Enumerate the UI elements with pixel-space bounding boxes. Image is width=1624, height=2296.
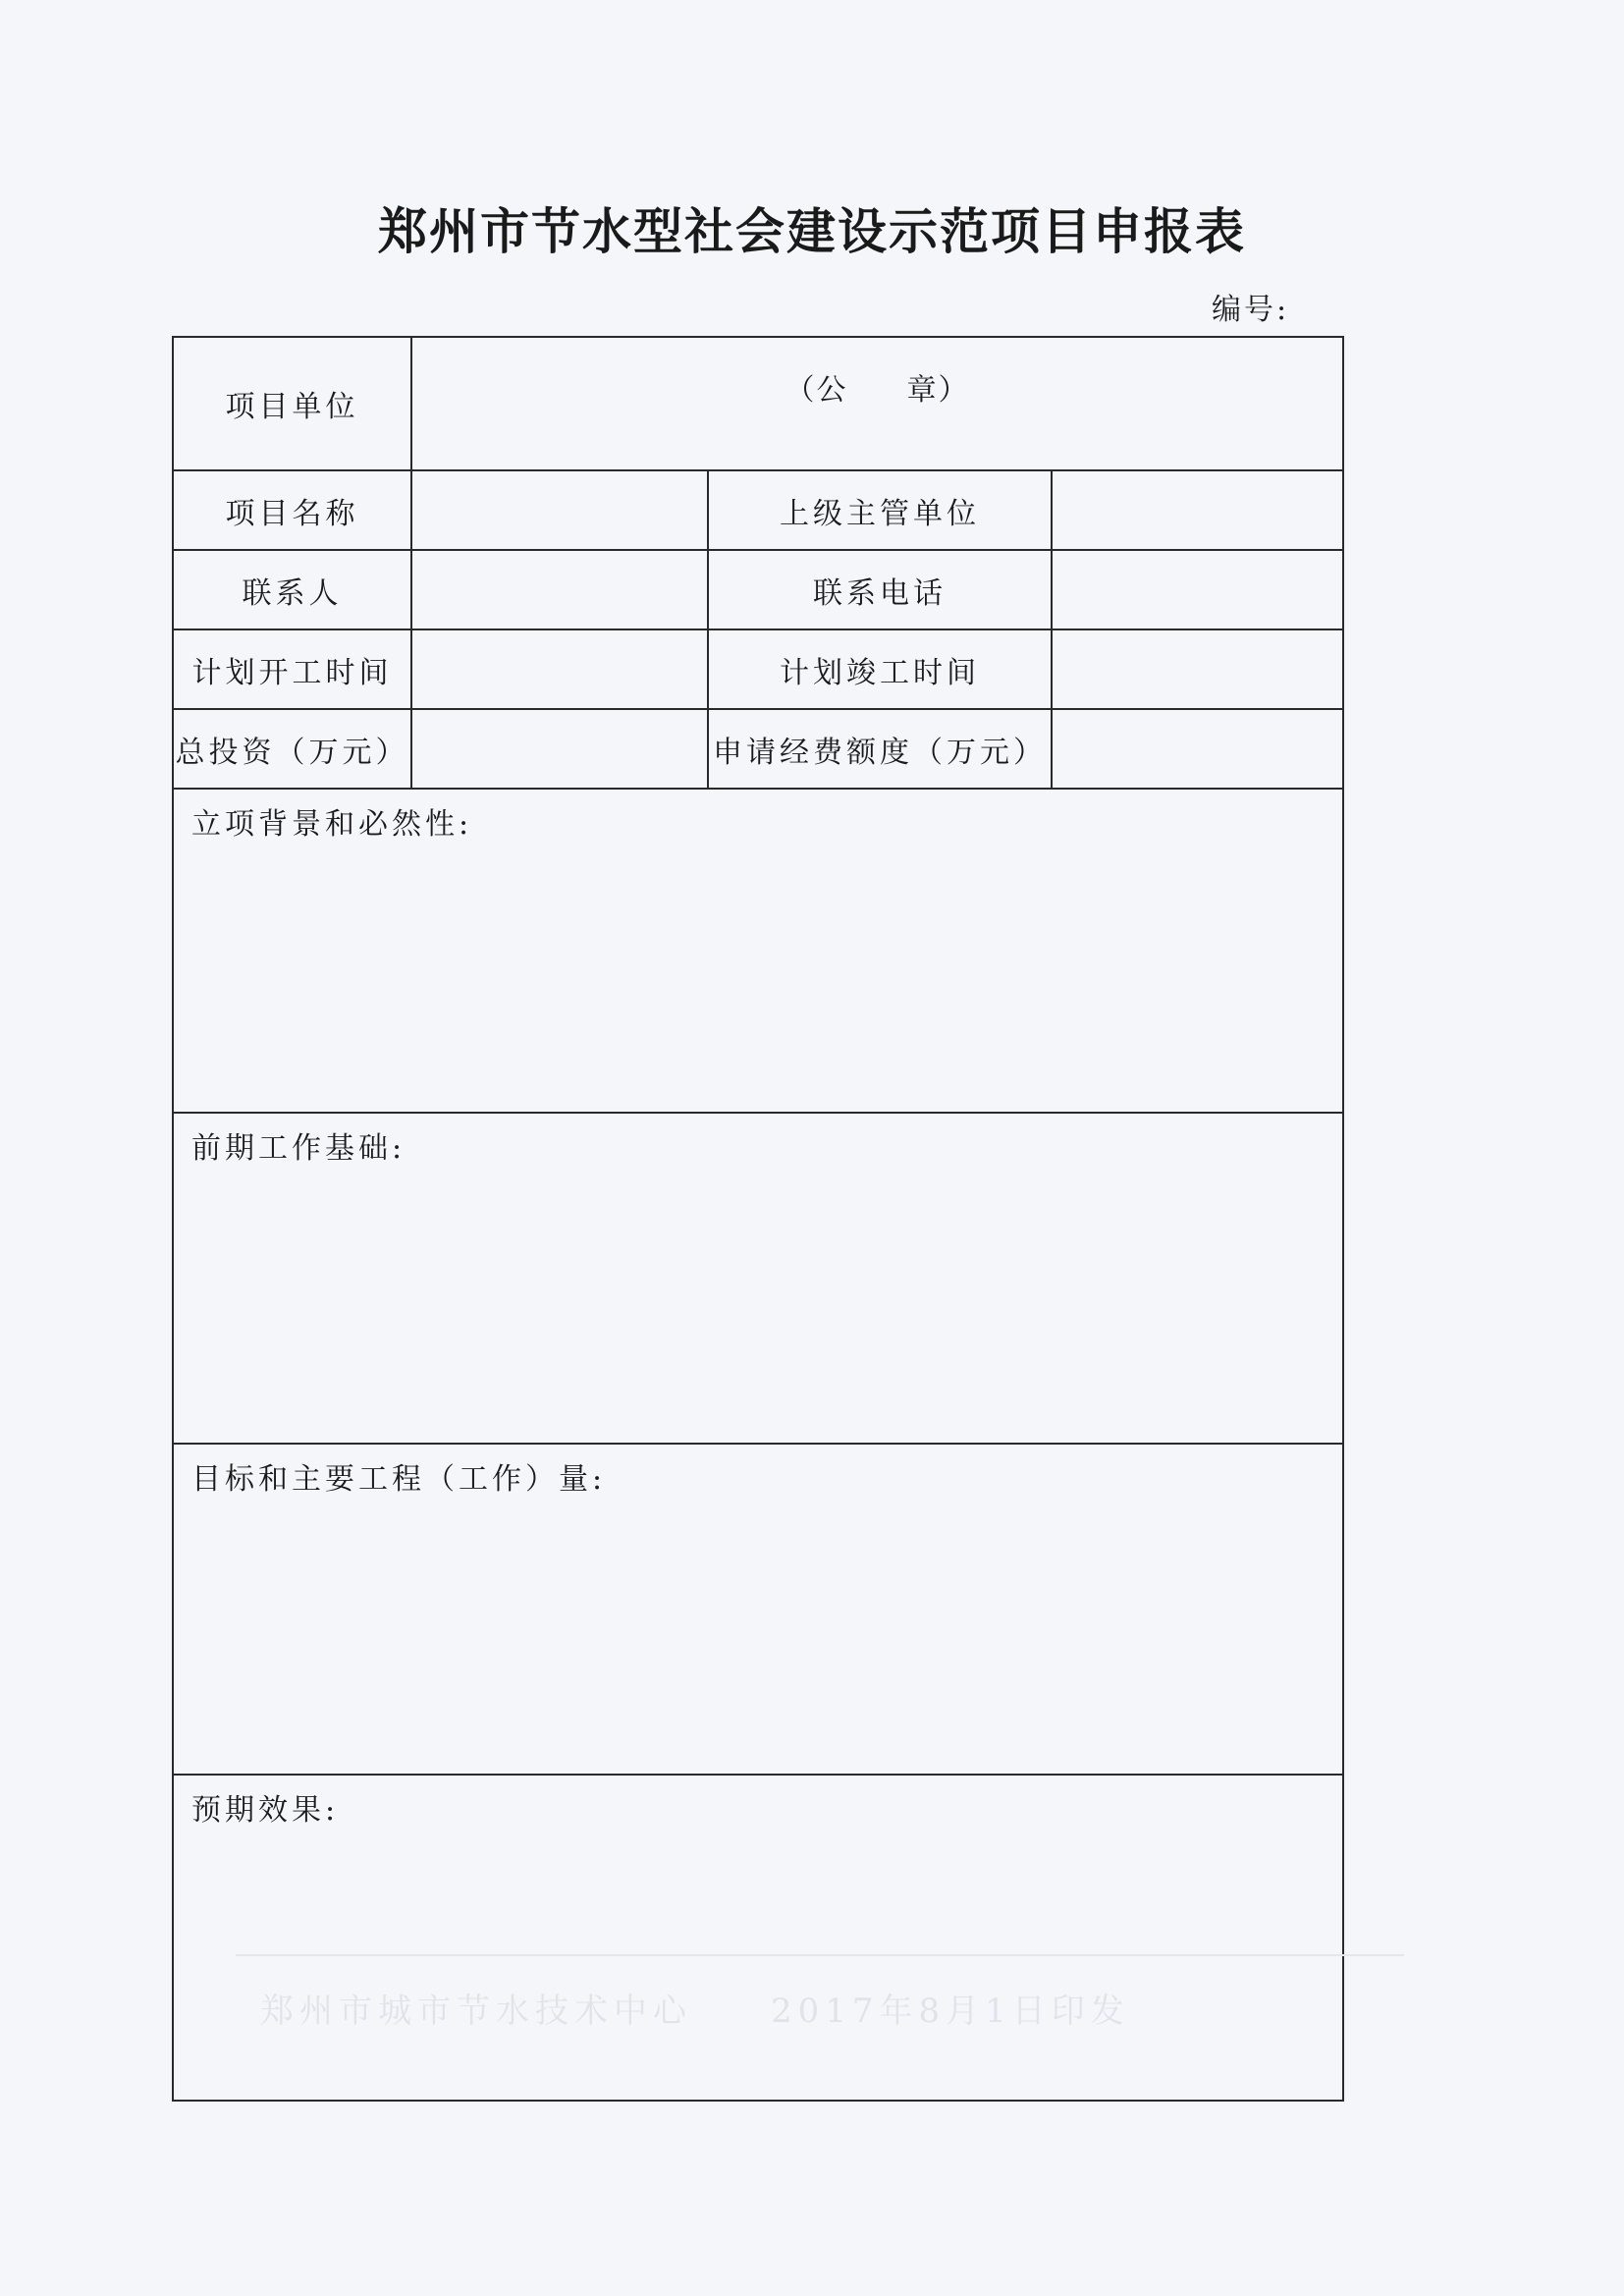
form-title: 郑州市节水型社会建设示范项目申报表	[378, 202, 1246, 260]
background-section[interactable]	[173, 789, 1343, 1113]
project-name-label: 项目名称	[173, 470, 411, 550]
goals-section[interactable]	[173, 1444, 1343, 1775]
project-name-field[interactable]	[411, 470, 708, 550]
total-investment-label: 总投资（万元）	[173, 709, 411, 789]
planned-start-label: 计划开工时间	[173, 629, 411, 709]
requested-funding-field[interactable]	[1052, 709, 1343, 789]
row-project-unit	[173, 337, 1343, 470]
contact-phone-label: 联系电话	[708, 550, 1052, 629]
seal-open-text: （公	[785, 373, 848, 408]
project-unit-label: 项目单位	[173, 337, 411, 470]
foundation-section[interactable]	[173, 1113, 1343, 1444]
row-contact	[173, 550, 1343, 629]
row-foundation	[173, 1113, 1343, 1444]
row-investment	[173, 709, 1343, 789]
contact-phone-field[interactable]	[1052, 550, 1343, 629]
requested-funding-label: 申请经费额度（万元）	[708, 709, 1052, 789]
serial-number-label: 编号:	[1212, 293, 1290, 327]
row-goals	[173, 1444, 1343, 1775]
contact-person-label: 联系人	[173, 550, 411, 629]
planned-start-field[interactable]	[411, 629, 708, 709]
total-investment-field[interactable]	[411, 709, 708, 789]
row-schedule	[173, 629, 1343, 709]
bleed-through-text: 郑州市城市节水技术中心 2017年8月1日印发	[260, 1992, 1130, 2031]
application-form-table	[172, 336, 1344, 2102]
superior-unit-field[interactable]	[1052, 470, 1343, 550]
row-project-name	[173, 470, 1343, 550]
effects-section[interactable]	[173, 1775, 1343, 2101]
foundation-label: 前期工作基础:	[191, 1131, 406, 1166]
planned-end-field[interactable]	[1052, 629, 1343, 709]
goals-label: 目标和主要工程（工作）量:	[191, 1462, 607, 1497]
seal-close-text: 章）	[906, 373, 970, 408]
row-effects	[173, 1775, 1343, 2101]
contact-person-field[interactable]	[411, 550, 708, 629]
superior-unit-label: 上级主管单位	[708, 470, 1052, 550]
background-label: 立项背景和必然性:	[191, 807, 473, 842]
bleed-through-rule	[236, 1954, 1404, 1956]
effects-label: 预期效果:	[191, 1793, 340, 1828]
planned-end-label: 计划竣工时间	[708, 629, 1052, 709]
row-background	[173, 789, 1343, 1113]
project-unit-field[interactable]	[411, 337, 1343, 470]
